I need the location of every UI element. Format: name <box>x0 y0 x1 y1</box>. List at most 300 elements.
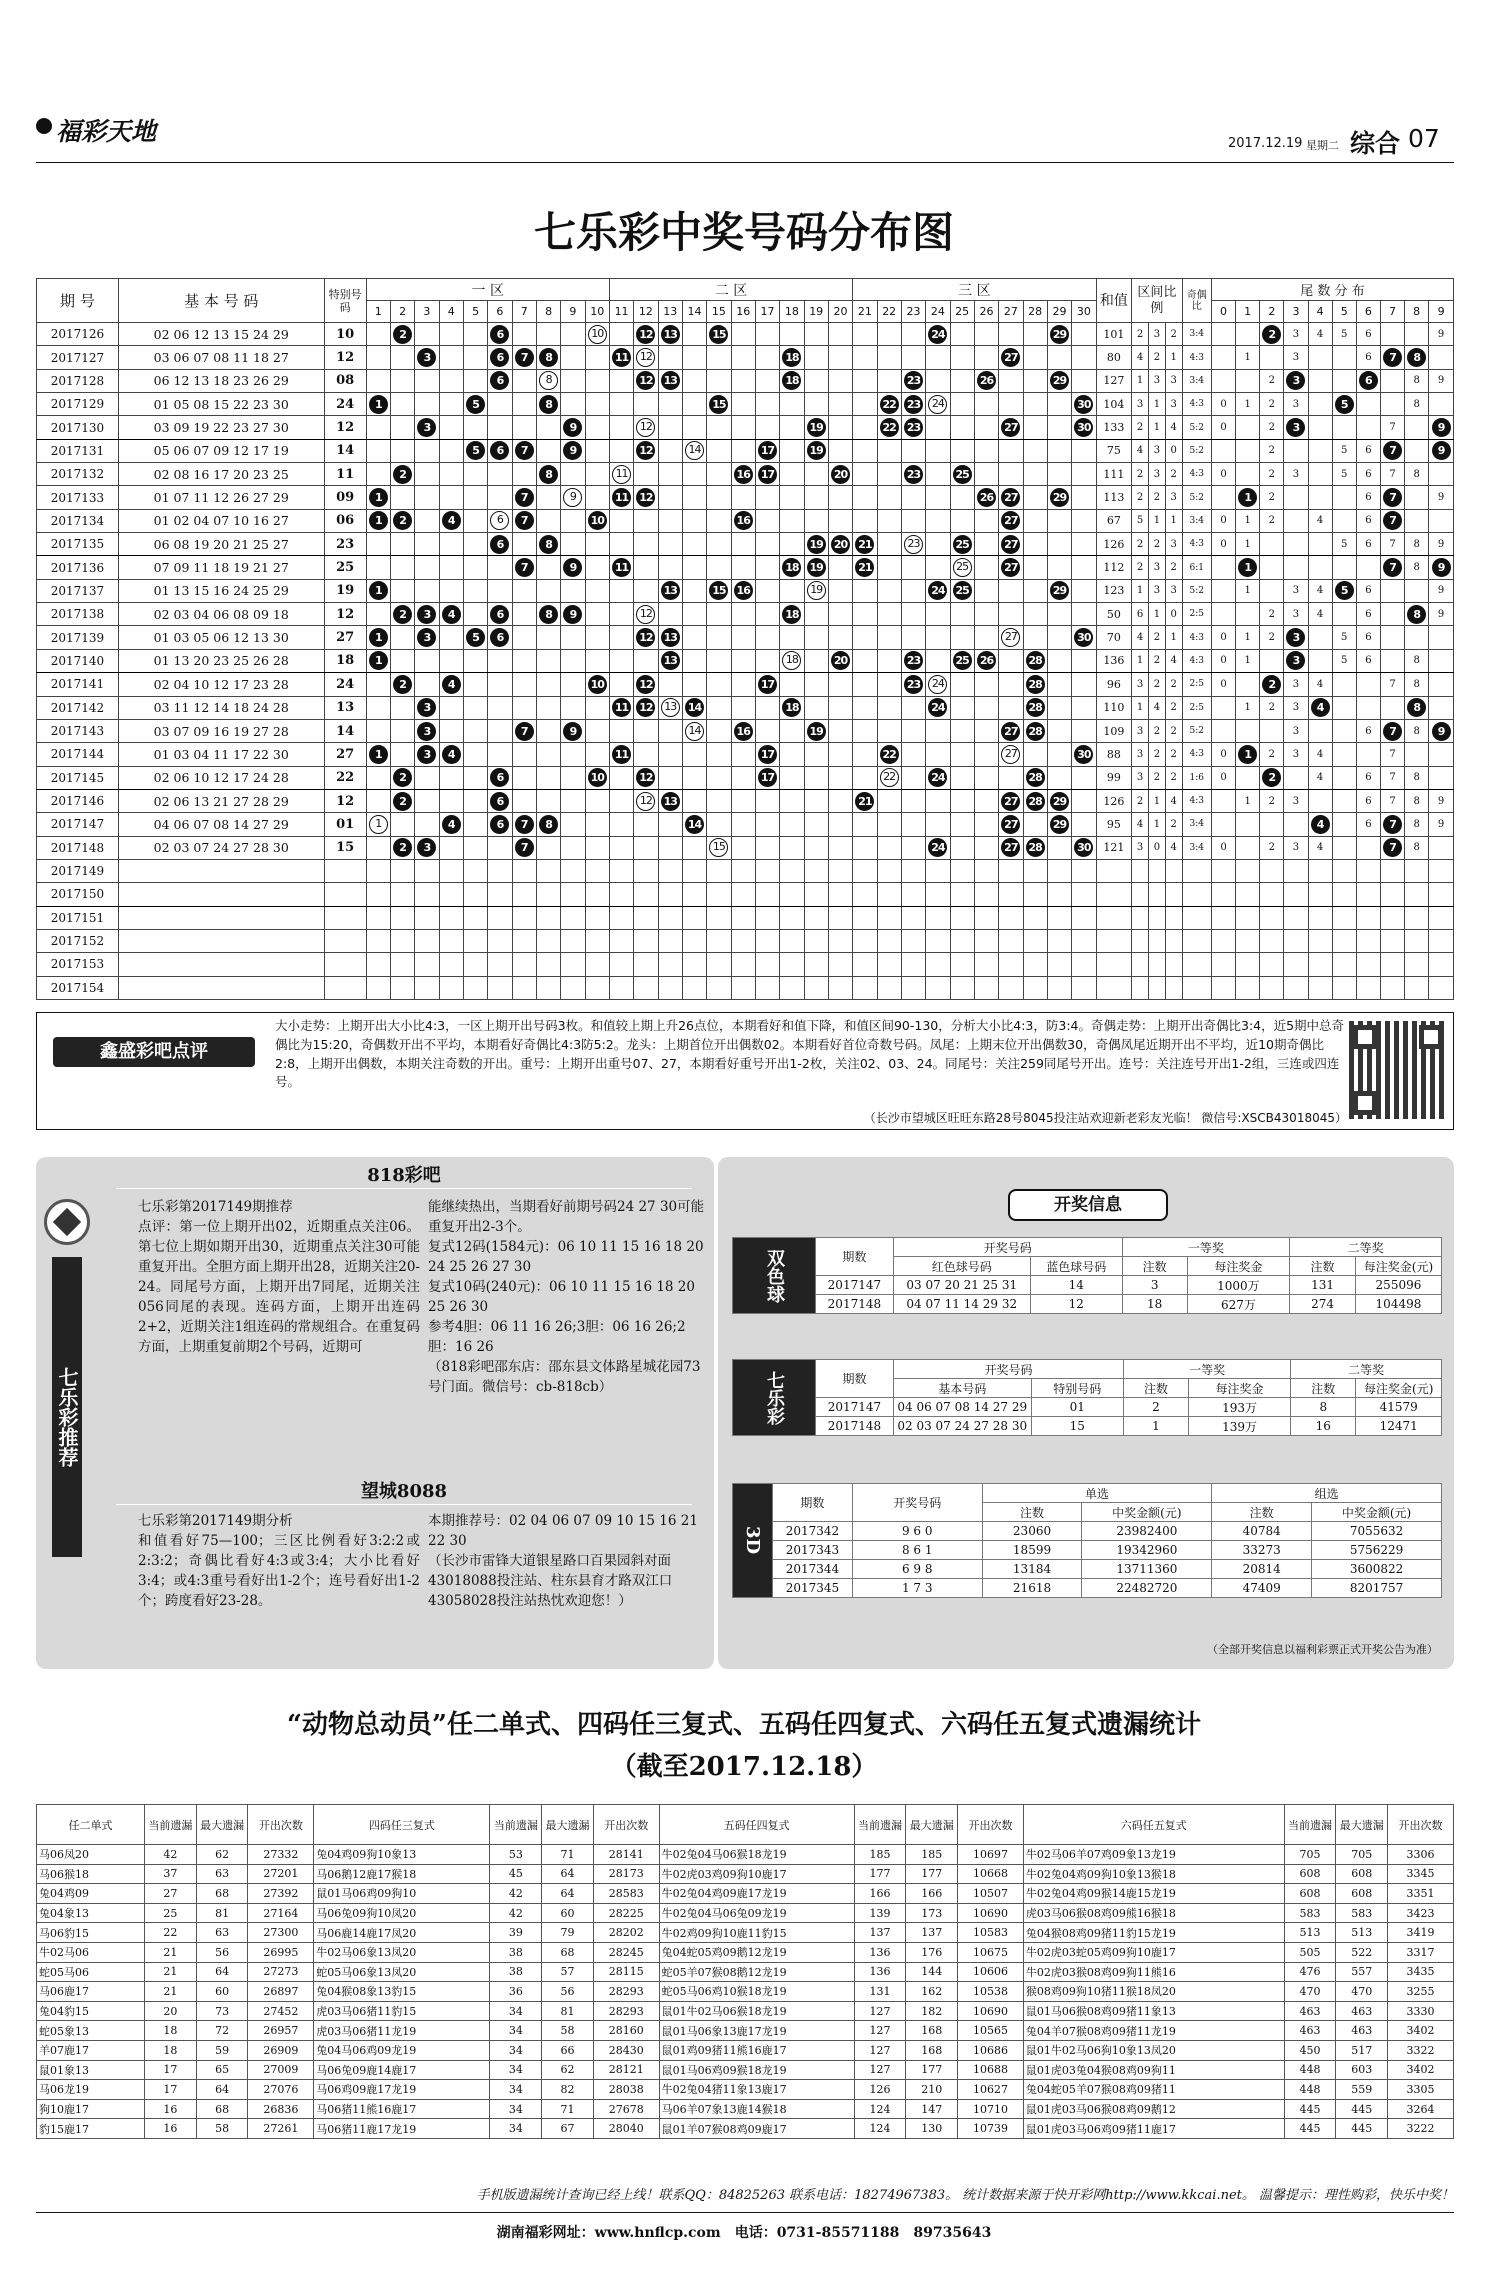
qlc-cell: 02 03 07 24 27 28 30 <box>893 1417 1031 1436</box>
tail-cell <box>1405 953 1429 976</box>
issue-cell: 2017128 <box>37 369 119 392</box>
miss-header-row <box>37 1805 1454 1845</box>
tail-cell <box>1211 859 1235 882</box>
number-cell <box>512 649 536 672</box>
number-cell <box>804 743 828 766</box>
number-cell <box>707 906 731 929</box>
miss-cell: 3317 <box>1388 1942 1454 1962</box>
number-cell <box>1072 323 1096 346</box>
tail-cell <box>1429 346 1454 369</box>
number-cell <box>901 813 925 836</box>
special-ball: 12 <box>636 348 655 367</box>
ssq-prize-table <box>732 1237 1442 1314</box>
tail-cell <box>1356 906 1380 929</box>
tail-ball: 2 <box>1262 768 1281 787</box>
number-cell <box>1023 813 1047 836</box>
number-cell <box>974 369 998 392</box>
draw-row <box>37 509 1454 532</box>
number-cell <box>585 439 609 462</box>
tail-cell <box>1429 673 1454 696</box>
number-cell <box>901 743 925 766</box>
number-cell <box>682 953 706 976</box>
special-cell: 12 <box>324 789 366 812</box>
tail-cell <box>1405 346 1429 369</box>
miss-cell: 68 <box>196 1884 248 1904</box>
number-cell <box>390 533 414 556</box>
recommend-side-label: 七乐彩推荐 <box>52 1257 82 1557</box>
special-cell: 06 <box>324 509 366 532</box>
number-cell <box>609 673 633 696</box>
interval-cell: 3 <box>1165 579 1182 602</box>
number-cell <box>804 603 828 626</box>
interval-cell <box>1132 976 1149 999</box>
number-cell <box>755 813 779 836</box>
number-cell <box>974 346 998 369</box>
tail-cell <box>1405 626 1429 649</box>
miss-cell: 16 <box>145 2119 197 2139</box>
number-cell <box>536 836 560 859</box>
interval-cell: 2 <box>1132 486 1149 509</box>
miss-cell: 127 <box>854 2001 906 2021</box>
tail-cell <box>1236 929 1260 952</box>
miss-cell: 鼠01虎03马06猴08鸡09鹅12 <box>1023 2099 1284 2119</box>
number-cell <box>585 626 609 649</box>
number-cell <box>731 346 755 369</box>
number-cell <box>974 836 998 859</box>
miss-cell: 3402 <box>1388 2060 1454 2080</box>
number-cell <box>658 859 682 882</box>
number-cell <box>366 509 390 532</box>
number-cell <box>828 953 852 976</box>
tail-cell <box>1284 883 1308 906</box>
number-cell <box>853 346 877 369</box>
number-cell <box>561 906 585 929</box>
tail-cell: 1 <box>1236 533 1260 556</box>
qlc-cell: 16 <box>1291 1417 1356 1436</box>
number-cell <box>439 393 463 416</box>
number-cell <box>658 976 682 999</box>
number-cell <box>488 486 512 509</box>
tail-col-7: 7 <box>1380 301 1404 323</box>
issue-cell: 2017147 <box>37 813 119 836</box>
tail-cell <box>1211 976 1235 999</box>
number-cell <box>439 696 463 719</box>
number-cell <box>439 323 463 346</box>
tail-cell <box>1211 603 1235 626</box>
num-col-21: 21 <box>853 301 877 323</box>
tail-col-1: 1 <box>1236 301 1260 323</box>
miss-cell: 10690 <box>958 1903 1024 1923</box>
number-cell <box>1023 789 1047 812</box>
tail-cell <box>1308 556 1332 579</box>
miss-cell: 马06兔09鹿14鹿17 <box>314 2060 490 2080</box>
drawn-ball: 7 <box>515 838 534 857</box>
miss-cell: 鼠01马06鸡09猴18龙19 <box>659 2060 854 2080</box>
number-cell <box>707 393 731 416</box>
special-ball: 27 <box>1001 628 1020 647</box>
number-cell <box>585 953 609 976</box>
tail-cell <box>1332 743 1356 766</box>
number-cell <box>1047 579 1071 602</box>
miss-row <box>37 2040 1454 2060</box>
number-cell <box>974 929 998 952</box>
number-cell <box>901 859 925 882</box>
number-cell <box>512 906 536 929</box>
d3-cell: 9 6 0 <box>852 1522 982 1541</box>
basic-numbers-cell: 01 03 05 06 12 13 30 <box>118 626 324 649</box>
drawn-ball: 27 <box>1001 511 1020 530</box>
tail-cell: 3 <box>1284 696 1308 719</box>
number-cell <box>804 766 828 789</box>
miss-cell: 513 <box>1336 1923 1388 1943</box>
miss-cell: 马06猴18 <box>37 1864 145 1884</box>
tail-cell: 8 <box>1405 766 1429 789</box>
number-cell <box>585 766 609 789</box>
number-cell <box>804 789 828 812</box>
basic-numbers-cell: 02 06 13 21 27 28 29 <box>118 789 324 812</box>
interval-cell: 3 <box>1132 766 1149 789</box>
number-cell <box>1023 649 1047 672</box>
number-cell <box>877 393 901 416</box>
number-cell <box>585 463 609 486</box>
number-cell <box>366 416 390 439</box>
drawn-ball: 7 <box>515 348 534 367</box>
number-cell <box>609 416 633 439</box>
tail-cell <box>1405 603 1429 626</box>
miss-cell: 25 <box>145 1903 197 1923</box>
number-cell <box>536 463 560 486</box>
drawn-ball: 23 <box>904 675 923 694</box>
number-cell <box>463 929 487 952</box>
miss-cell: 3345 <box>1388 1864 1454 1884</box>
ssq-cell: 2017147 <box>816 1276 894 1295</box>
miss-cell: 45 <box>490 1864 542 1884</box>
tail-cell <box>1332 416 1356 439</box>
special-cell: 19 <box>324 579 366 602</box>
number-cell <box>561 603 585 626</box>
tail-cell <box>1260 929 1284 952</box>
odd-even-cell: 3:4 <box>1182 813 1211 836</box>
qlc-label: 七乐彩 <box>733 1360 816 1436</box>
number-cell <box>974 976 998 999</box>
drawn-ball: 7 <box>515 558 534 577</box>
drawn-ball: 27 <box>1001 488 1020 507</box>
number-cell <box>974 696 998 719</box>
basic-numbers-cell: 01 03 04 11 17 22 30 <box>118 743 324 766</box>
d3-cell: 33273 <box>1212 1541 1312 1560</box>
miss-row <box>37 1845 1454 1865</box>
number-cell <box>536 533 560 556</box>
qr-code-icon <box>1349 1021 1447 1119</box>
interval-cell: 3 <box>1165 369 1182 392</box>
number-cell <box>755 556 779 579</box>
number-cell <box>390 369 414 392</box>
tail-ball: 4 <box>1311 815 1330 834</box>
number-cell <box>561 813 585 836</box>
number-cell <box>828 486 852 509</box>
number-cell <box>755 393 779 416</box>
tail-cell: 0 <box>1211 509 1235 532</box>
number-cell <box>561 673 585 696</box>
number-cell <box>950 883 974 906</box>
special-cell: 11 <box>324 463 366 486</box>
number-cell <box>999 393 1023 416</box>
miss-cell: 67 <box>542 2119 594 2139</box>
number-cell <box>1047 463 1071 486</box>
number-cell <box>755 486 779 509</box>
number-cell <box>561 579 585 602</box>
number-cell <box>1072 626 1096 649</box>
basic-numbers-cell <box>118 883 324 906</box>
number-cell <box>682 556 706 579</box>
number-cell <box>926 743 950 766</box>
miss-cell: 62 <box>542 2060 594 2080</box>
drawn-ball: 23 <box>904 465 923 484</box>
number-cell <box>877 416 901 439</box>
number-cell <box>1023 323 1047 346</box>
number-cell <box>1047 323 1071 346</box>
odd-even-cell: 4:3 <box>1182 393 1211 416</box>
draw-row <box>37 813 1454 836</box>
tail-cell <box>1284 953 1308 976</box>
interval-cell: 2 <box>1132 556 1149 579</box>
tail-cell <box>1429 393 1454 416</box>
number-cell <box>877 649 901 672</box>
interval-cell: 3 <box>1148 323 1165 346</box>
tail-cell <box>1332 929 1356 952</box>
sum-cell: 95 <box>1096 813 1132 836</box>
number-cell <box>926 486 950 509</box>
number-cell <box>755 509 779 532</box>
tail-cell <box>1211 486 1235 509</box>
zone3-header: 三 区 <box>853 279 1096 301</box>
drawn-ball: 6 <box>490 792 509 811</box>
number-cell <box>463 743 487 766</box>
number-cell <box>536 603 560 626</box>
number-cell <box>707 953 731 976</box>
number-cell <box>390 696 414 719</box>
interval-cell: 1 <box>1148 789 1165 812</box>
header-page-number: 07 <box>1408 124 1440 153</box>
number-cell <box>488 463 512 486</box>
number-cell <box>999 929 1023 952</box>
miss-header-cell: 四码任三复式 <box>314 1805 490 1845</box>
number-cell <box>609 369 633 392</box>
draw-row <box>37 789 1454 812</box>
tail-cell <box>1236 906 1260 929</box>
tail-cell <box>1260 673 1284 696</box>
drawn-ball: 18 <box>782 348 801 367</box>
number-cell <box>731 813 755 836</box>
tail-cell <box>1380 906 1404 929</box>
number-cell <box>585 743 609 766</box>
miss-cell: 马06龙19 <box>37 2080 145 2100</box>
number-cell <box>609 486 633 509</box>
number-cell <box>488 533 512 556</box>
miss-cell: 144 <box>906 1962 958 1982</box>
number-cell <box>488 719 512 742</box>
tail-cell <box>1332 883 1356 906</box>
interval-cell: 1 <box>1148 416 1165 439</box>
number-cell <box>536 626 560 649</box>
number-cell <box>999 976 1023 999</box>
number-cell <box>780 859 804 882</box>
ssq-group-header: 二等奖 <box>1290 1238 1442 1257</box>
number-cell <box>390 626 414 649</box>
issue-cell: 2017138 <box>37 603 119 626</box>
tail-cell: 7 <box>1380 463 1404 486</box>
interval-cell: 3 <box>1165 533 1182 556</box>
interval-cell: 1 <box>1132 369 1149 392</box>
number-cell <box>1047 486 1071 509</box>
num-col-5: 5 <box>463 301 487 323</box>
miss-cell: 168 <box>906 2040 958 2060</box>
number-cell <box>731 836 755 859</box>
tail-cell: 4 <box>1308 603 1332 626</box>
miss-cell: 10675 <box>958 1942 1024 1962</box>
odd-even-cell <box>1182 859 1211 882</box>
drawn-ball: 6 <box>490 815 509 834</box>
miss-cell: 26909 <box>248 2040 314 2060</box>
interval-cell: 2 <box>1148 626 1165 649</box>
tail-cell: 8 <box>1405 719 1429 742</box>
number-cell <box>536 486 560 509</box>
special-ball: 1 <box>369 815 388 834</box>
number-cell <box>536 649 560 672</box>
number-cell <box>439 369 463 392</box>
number-cell <box>439 976 463 999</box>
draw-row <box>37 533 1454 556</box>
number-cell <box>415 393 439 416</box>
number-cell <box>731 509 755 532</box>
d3-cell: 20814 <box>1212 1560 1312 1579</box>
number-cell <box>901 696 925 719</box>
number-cell <box>1023 346 1047 369</box>
drawn-ball: 8 <box>539 605 558 624</box>
ssq-row <box>733 1295 1442 1314</box>
number-cell <box>634 789 658 812</box>
number-cell <box>609 626 633 649</box>
number-cell <box>536 789 560 812</box>
number-cell <box>634 813 658 836</box>
number-cell <box>390 766 414 789</box>
number-cell <box>463 836 487 859</box>
tail-cell <box>1308 626 1332 649</box>
number-cell <box>828 416 852 439</box>
number-cell <box>926 439 950 462</box>
draw-row <box>37 743 1454 766</box>
miss-cell: 136 <box>854 1942 906 1962</box>
drawn-ball: 2 <box>393 511 412 530</box>
number-cell <box>634 906 658 929</box>
d3-cell: 19342960 <box>1082 1541 1212 1560</box>
num-col-20: 20 <box>828 301 852 323</box>
tail-cell: 0 <box>1211 743 1235 766</box>
number-cell <box>439 906 463 929</box>
comment-box <box>36 1012 1454 1130</box>
number-cell <box>1047 603 1071 626</box>
tail-cell <box>1236 743 1260 766</box>
header-date: 2017.12.19 <box>1228 136 1303 151</box>
tail-cell: 8 <box>1405 533 1429 556</box>
miss-cell: 3306 <box>1388 1845 1454 1865</box>
interval-cell: 3 <box>1148 439 1165 462</box>
tail-cell: 0 <box>1211 673 1235 696</box>
number-cell <box>439 836 463 859</box>
number-cell <box>1072 346 1096 369</box>
number-cell <box>463 533 487 556</box>
ssq-cell: 2017148 <box>816 1295 894 1314</box>
sum-cell: 70 <box>1096 626 1132 649</box>
miss-cell: 505 <box>1284 1942 1336 1962</box>
qlc-group-header: 二等奖 <box>1291 1360 1442 1379</box>
drawn-ball: 14 <box>685 698 704 717</box>
tail-cell: 8 <box>1405 649 1429 672</box>
sum-cell <box>1096 929 1132 952</box>
tail-ball: 8 <box>1407 348 1426 367</box>
number-cell <box>974 579 998 602</box>
interval-cell <box>1148 929 1165 952</box>
special-cell: 22 <box>324 766 366 789</box>
number-cell <box>804 439 828 462</box>
interval-cell: 2 <box>1165 323 1182 346</box>
ssq-cell: 255096 <box>1355 1276 1441 1295</box>
interval-cell: 0 <box>1165 603 1182 626</box>
miss-cell: 鼠01虎03兔04猴08鸡09狗11 <box>1023 2060 1284 2080</box>
number-cell <box>731 439 755 462</box>
number-cell <box>366 929 390 952</box>
number-cell <box>780 766 804 789</box>
odd-even-cell: 5:2 <box>1182 439 1211 462</box>
miss-cell: 羊07鹿17 <box>37 2040 145 2060</box>
miss-cell: 21 <box>145 1942 197 1962</box>
tail-cell <box>1284 929 1308 952</box>
number-cell <box>658 883 682 906</box>
miss-cell: 3264 <box>1388 2099 1454 2119</box>
number-cell <box>853 369 877 392</box>
number-cell <box>707 883 731 906</box>
d3-table <box>732 1483 1442 1598</box>
number-cell <box>1023 603 1047 626</box>
miss-header-cell: 六码任五复式 <box>1023 1805 1284 1845</box>
number-cell <box>439 883 463 906</box>
number-cell <box>561 789 585 812</box>
tail-ball: 1 <box>1238 745 1257 764</box>
number-cell <box>682 976 706 999</box>
miss-cell: 603 <box>1336 2060 1388 2080</box>
number-cell <box>926 883 950 906</box>
number-cell <box>731 859 755 882</box>
d3-cell: 8 6 1 <box>852 1541 982 1560</box>
interval-cell: 1 <box>1148 393 1165 416</box>
number-cell <box>658 509 682 532</box>
sum-cell: 111 <box>1096 463 1132 486</box>
number-cell <box>512 393 536 416</box>
number-cell <box>390 929 414 952</box>
miss-cell: 28160 <box>593 2021 659 2041</box>
miss-row <box>37 2119 1454 2139</box>
number-cell <box>1047 813 1071 836</box>
number-cell <box>853 533 877 556</box>
miss-cell: 蛇05马06 <box>37 1962 145 1982</box>
number-cell <box>682 463 706 486</box>
tail-cell <box>1429 929 1454 952</box>
special-cell: 12 <box>324 346 366 369</box>
issue-cell: 2017127 <box>37 346 119 369</box>
number-cell <box>877 929 901 952</box>
interval-cell: 2 <box>1165 813 1182 836</box>
number-cell <box>634 556 658 579</box>
